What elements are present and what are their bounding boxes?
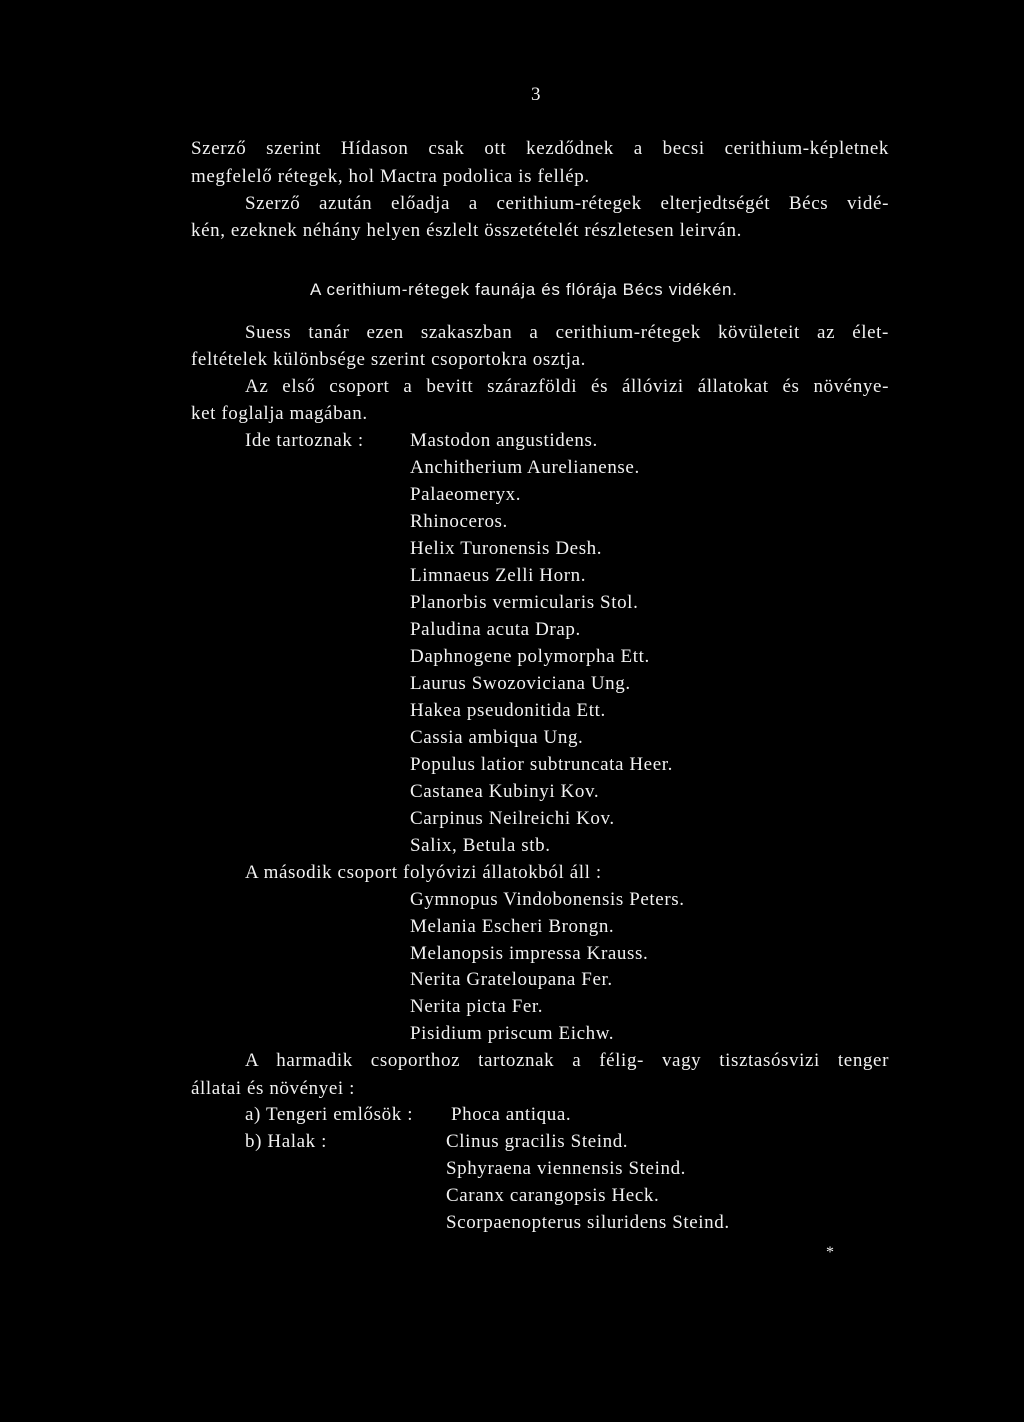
section-heading: A cerithium-rétegek faunája és flórája Bécs vidékén. <box>310 280 738 299</box>
list-item: Nerita Grateloupana Fer. <box>410 969 613 991</box>
list-item: Limnaeus Zelli Horn. <box>410 565 587 586</box>
third-group-b-label: b) Halak : <box>245 1131 327 1152</box>
list-item: Mastodon angustidens. <box>410 430 598 451</box>
first-group-line-1: Az első csoport a bevitt szárazföldi és állóvizi állatokat és növénye- <box>245 376 889 397</box>
second-group-intro: A második csoport folyóvizi állatokból áll : <box>245 862 602 883</box>
list-item: Scorpaenopterus siluridens Steind. <box>446 1212 730 1233</box>
intro-line-4: kén, ezeknek néhány helyen észlelt összetételét részletesen leirván. <box>191 220 742 241</box>
first-group-line-2: ket foglalja magában. <box>191 403 368 424</box>
list-item: Hakea pseudonitida Ett. <box>410 700 606 721</box>
list-item: Daphnogene polymorpha Ett. <box>410 646 650 667</box>
list-item: Castanea Kubinyi Kov. <box>410 781 600 802</box>
list-item: Clinus gracilis Steind. <box>446 1131 629 1152</box>
list-item: Sphyraena viennensis Steind. <box>446 1158 687 1179</box>
list-item: Cassia ambiqua Ung. <box>410 727 584 748</box>
list-item: Laurus Swozoviciana Ung. <box>410 673 631 694</box>
list-item: Melania Escheri Brongn. <box>410 915 615 937</box>
list-item: Palaeomeryx. <box>410 484 522 505</box>
list-item: Melanopsis impressa Krauss. <box>410 942 649 964</box>
list-item: Rhinoceros. <box>410 511 508 532</box>
list-item: Gymnopus Vindobonensis Peters. <box>410 889 685 910</box>
third-group-a-label: a) Tengeri emlősök : <box>245 1104 414 1125</box>
list-item: Helix Turonensis Desh. <box>410 538 603 559</box>
list-item: Planorbis vermicularis Stol. <box>410 592 639 613</box>
list-item: Nerita picta Fer. <box>410 996 544 1018</box>
first-group-label: Ide tartoznak : <box>245 430 364 451</box>
intro-line-1: Szerző szerint Hídason csak ott kezdődnek a becsi cerithium-képletnek <box>191 138 889 159</box>
list-item: Anchitherium Aurelianense. <box>410 457 640 478</box>
list-item: Populus latior subtruncata Heer. <box>410 754 673 775</box>
third-group-intro-line-1: A harmadik csoporthoz tartoznak a félig- vagy tisztasósvizi tenger <box>245 1050 889 1071</box>
page-number: 3 <box>531 84 542 105</box>
list-item: Salix, Betula stb. <box>410 835 551 856</box>
list-item: Pisidium priscum Eichw. <box>410 1023 615 1044</box>
third-group-a-item: Phoca antiqua. <box>451 1104 572 1125</box>
footer-mark: * <box>826 1244 835 1261</box>
list-item: Carpinus Neilreichi Kov. <box>410 808 615 829</box>
suess-line-2: feltételek különbsége szerint csoportokra osztja. <box>191 349 587 370</box>
intro-line-2: megfelelő rétegek, hol Mactra podolica is fellép. <box>191 166 590 187</box>
suess-line-1: Suess tanár ezen szakaszban a cerithium-rétegek kövületeit az élet- <box>245 322 889 343</box>
third-group-intro-line-2: állatai és növényei : <box>191 1078 356 1099</box>
list-item: Caranx carangopsis Heck. <box>446 1185 660 1206</box>
list-item: Paludina acuta Drap. <box>410 619 581 640</box>
intro-line-3: Szerző azután előadja a cerithium-rétegek elterjedtségét Bécs vidé- <box>245 193 889 214</box>
